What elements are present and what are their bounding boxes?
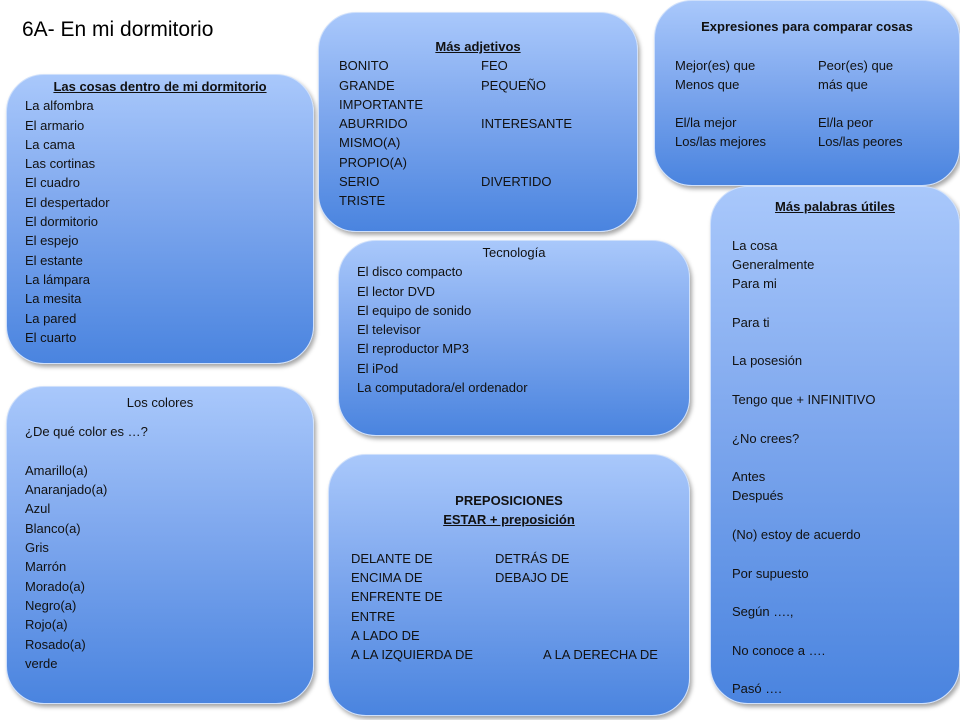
compare-expression-left: Menos que (675, 76, 740, 92)
useful-word: Para ti (732, 314, 770, 330)
adjective-row (339, 95, 637, 114)
preposition-left: DELANTE DE (351, 550, 433, 566)
adjective-left: BONITO (339, 58, 389, 74)
preposition-right-last: A LA DERECHA DE (543, 647, 658, 663)
compare-expression-left: Los/las mejores (675, 133, 767, 149)
adjective-left: GRANDE (339, 77, 395, 93)
adjective-row (339, 114, 637, 133)
compare-expression-row (675, 113, 959, 132)
technology-item: El disco compacto (357, 264, 463, 280)
compare-expression-right: Los/las peores (818, 133, 903, 149)
bedroom-item: El armario (25, 117, 85, 133)
colors-list (25, 461, 313, 673)
compare-expression-left: Mejor(es) que (675, 57, 756, 73)
useful-word: No conoce a …. (732, 642, 826, 658)
technology-box (338, 240, 690, 436)
compare-list (675, 56, 959, 151)
adjective-left: ABURRIDO (339, 116, 408, 132)
technology-list (357, 262, 689, 397)
color-item: Blanco(a) (25, 520, 81, 536)
prepositions-last-row (351, 645, 689, 664)
color-item: Gris (25, 540, 49, 556)
useful-word (732, 544, 959, 563)
colors-box (6, 386, 314, 704)
adjectives-box (318, 12, 638, 232)
technology-item: La computadora/el ordenador (357, 380, 528, 396)
useful-word: Para mi (732, 276, 777, 292)
adjective-row (339, 153, 637, 172)
compare-box (654, 0, 960, 186)
prepositions-box (328, 454, 690, 716)
technology-item: El lector DVD (357, 283, 436, 299)
color-item: Morado(a) (25, 578, 85, 594)
adjective-left: IMPORTANTE (339, 96, 424, 112)
color-item: Amarillo(a) (25, 462, 88, 478)
adjective-right: DIVERTIDO (481, 174, 552, 190)
useful-word: La cosa (732, 237, 778, 253)
adjective-right: FEO (481, 58, 508, 74)
adjective-right: INTERESANTE (481, 116, 573, 132)
bedroom-item: Las cortinas (25, 156, 96, 172)
adjective-left: PROPIO(A) (339, 154, 407, 170)
preposition-left: ENFRENTE DE (351, 589, 443, 605)
prepositions-list (351, 549, 689, 645)
useful-word (732, 293, 959, 312)
useful-word: Según …., (732, 604, 794, 620)
compare-expression-right: El/la peor (818, 114, 873, 130)
useful-word: (No) estoy de acuerdo (732, 527, 861, 543)
bedroom-item: La cama (25, 136, 75, 152)
technology-item: El iPod (357, 360, 399, 376)
preposition-row (351, 587, 689, 606)
technology-item: El reproductor MP3 (357, 341, 469, 357)
prepositions-heading: PREPOSICIONES (455, 493, 563, 508)
preposition-left: ENCIMA DE (351, 570, 423, 586)
compare-expression-left: El/la mejor (675, 114, 737, 130)
color-item: verde (25, 655, 58, 671)
bedroom-item: El cuarto (25, 329, 77, 345)
preposition-right: DETRÁS DE (495, 550, 570, 566)
adjective-left: SERIO (339, 174, 380, 190)
adjective-left: MISMO(A) (339, 135, 401, 151)
bedroom-item: La mesita (25, 291, 82, 307)
bedroom-item: El despertador (25, 194, 110, 210)
adjective-row (339, 172, 637, 191)
useful-word: Por supuesto (732, 565, 809, 581)
bedroom-item: La alfombra (25, 98, 94, 114)
useful-word (732, 506, 959, 525)
useful-word (732, 409, 959, 428)
useful-word (732, 371, 959, 390)
useful-word: Antes (732, 469, 766, 485)
adjective-left: TRISTE (339, 193, 386, 209)
color-item: Marrón (25, 559, 67, 575)
prepositions-subheading: ESTAR + preposición (443, 512, 575, 528)
useful-word: Después (732, 488, 784, 504)
adjective-row (339, 56, 637, 75)
colors-heading: Los colores (126, 395, 194, 410)
compare-expression-right: Peor(es) que (818, 57, 894, 73)
compare-expression-row (675, 94, 959, 113)
bedroom-item: El cuadro (25, 175, 80, 191)
bedroom-item: La pared (25, 310, 77, 326)
preposition-left: A LADO DE (351, 628, 420, 644)
adjective-right: PEQUEÑO (481, 77, 547, 93)
preposition-right: DEBAJO DE (495, 570, 569, 586)
color-item: Rojo(a) (25, 617, 68, 633)
bedroom-items-box (6, 74, 314, 364)
preposition-left: ENTRE (351, 608, 396, 624)
technology-item: El equipo de sonido (357, 302, 472, 318)
preposition-row (351, 568, 689, 587)
preposition-row (351, 549, 689, 568)
useful-word (732, 448, 959, 467)
color-item: Negro(a) (25, 597, 77, 613)
useful-word: Pasó …. (732, 681, 782, 697)
useful-word (732, 622, 959, 641)
technology-heading: Tecnología (482, 245, 546, 260)
useful-word: Tengo que + INFINITIVO (732, 391, 876, 407)
useful-word (732, 660, 959, 679)
compare-expression-row (675, 75, 959, 94)
page-title: 6A- En mi dormitorio (22, 18, 214, 41)
useful-word: La posesión (732, 353, 803, 369)
technology-item: El televisor (357, 322, 421, 338)
useful-word: Generalmente (732, 256, 815, 272)
preposition-row (351, 607, 689, 626)
color-item: Rosado(a) (25, 636, 86, 652)
bedroom-item: El estante (25, 252, 83, 268)
bedroom-item: El espejo (25, 233, 79, 249)
color-item: Azul (25, 501, 51, 517)
useful-word (732, 583, 959, 602)
bedroom-list (25, 96, 313, 347)
useful-words-box (710, 186, 960, 704)
useful-word: ¿No crees? (732, 430, 800, 446)
adjective-row (339, 133, 637, 152)
preposition-left-last: A LA IZQUIERDA DE (351, 647, 474, 663)
compare-heading: Expresiones para comparar cosas (701, 19, 913, 34)
adjectives-heading: Más adjetivos (435, 39, 521, 54)
colors-question: ¿De qué color es …? (25, 424, 148, 440)
useful-list (732, 236, 959, 699)
adjective-row (339, 191, 637, 210)
adjective-row (339, 76, 637, 95)
bedroom-heading: Las cosas dentro de mi dormitorio (53, 79, 267, 94)
bedroom-item: El dormitorio (25, 214, 98, 230)
preposition-row (351, 626, 689, 645)
adjectives-list (339, 56, 637, 210)
compare-expression-row (675, 132, 959, 151)
useful-word (732, 332, 959, 351)
compare-expression-row (675, 56, 959, 75)
color-item: Anaranjado(a) (25, 482, 108, 498)
bedroom-item: La lámpara (25, 271, 91, 287)
compare-expression-right: más que (818, 76, 868, 92)
useful-heading: Más palabras útiles (775, 199, 895, 214)
